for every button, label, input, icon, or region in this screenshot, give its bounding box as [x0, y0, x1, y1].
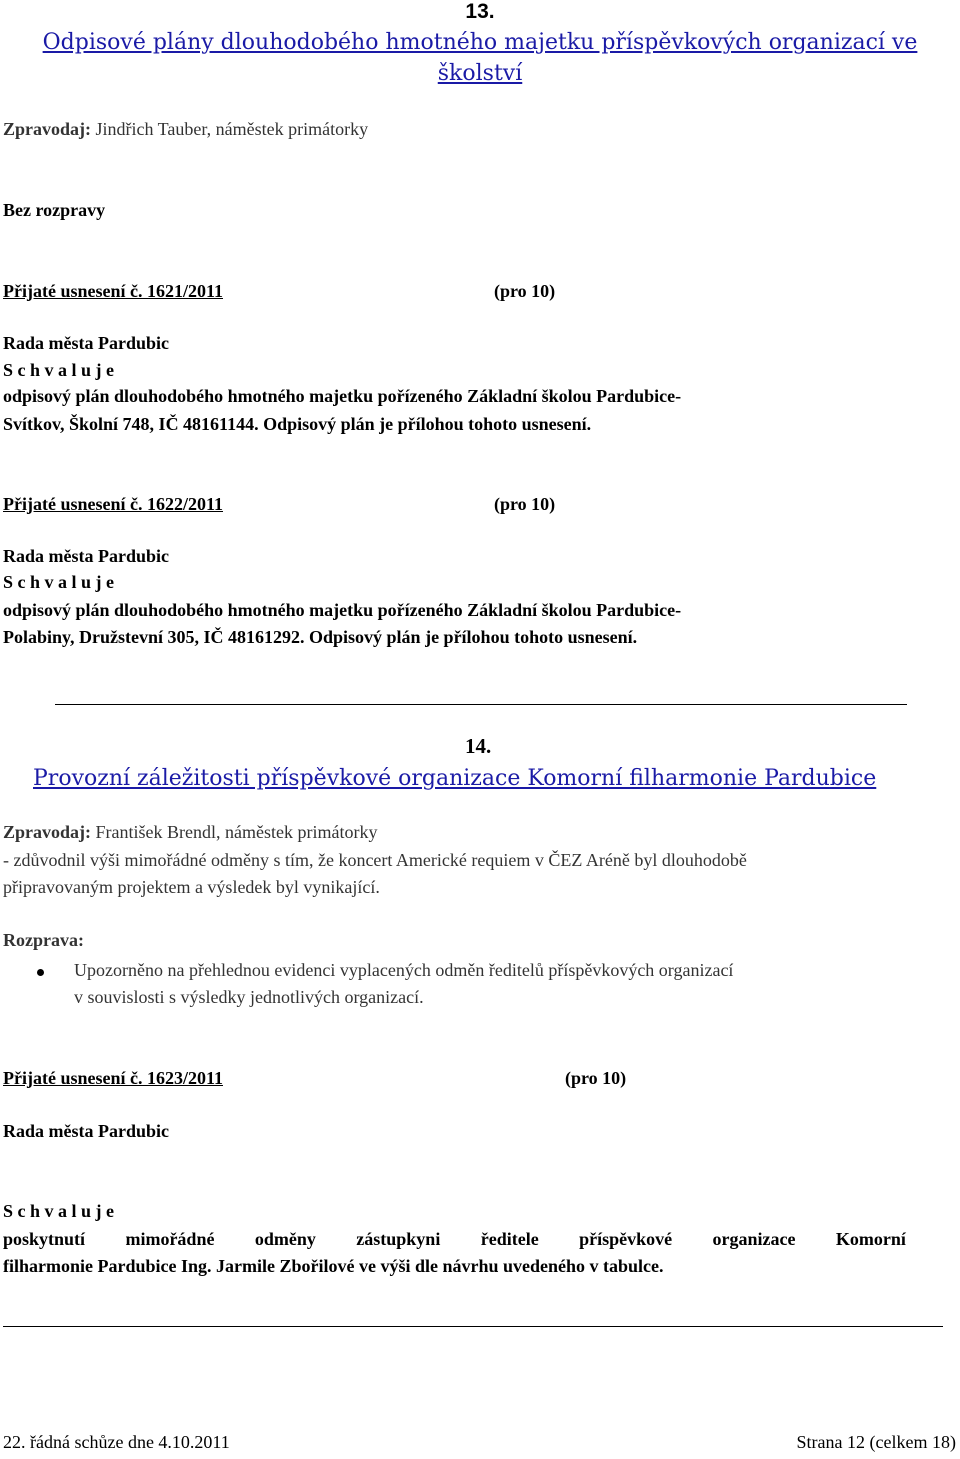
word: ředitele: [480, 1229, 539, 1249]
word: Komorní: [835, 1229, 906, 1249]
resolution-1623-text-line2: filharmonie Pardubice Ing. Jarmile Zbořilové ve výši dle návrhu uvedeného v tabulce.: [3, 1256, 664, 1276]
resolution-1622-vote: (pro 10): [494, 494, 556, 514]
debate-label: Rozprava:: [3, 930, 84, 950]
approves-label: S c h v a l u j e: [3, 360, 115, 380]
no-debate-label: Bez rozpravy: [3, 200, 106, 220]
council-name: Rada města Pardubic: [3, 546, 169, 566]
section-13-number: 13.: [465, 0, 495, 23]
resolution-number: 1623/2011: [142, 1068, 223, 1088]
reporter-name: Jindřich Tauber, náměstek primátorky: [91, 119, 369, 139]
word: organizace: [712, 1229, 796, 1249]
council-name: Rada města Pardubic: [3, 333, 169, 353]
justification-line2: připravovaným projektem a výsledek byl vynikající.: [3, 877, 380, 897]
resolution-label: Přijaté usnesení č.: [3, 494, 143, 514]
approves-label: S c h v a l u j e: [3, 1201, 115, 1221]
resolution-1622-heading: [3, 494, 223, 515]
word: mimořádné: [125, 1229, 215, 1249]
approves-label: S c h v a l u j e: [3, 572, 115, 592]
section-14-reporter: [3, 822, 377, 843]
section-13-title-line2: školství: [437, 61, 523, 86]
resolution-1621-text-line2: Svítkov, Školní 748, IČ 48161144. Odpisový plán je přílohou tohoto usnesení.: [3, 414, 592, 434]
reporter-name: František Brendl, náměstek primátorky: [91, 822, 378, 842]
word: zástupkyni: [356, 1229, 441, 1249]
end-divider: [3, 1326, 943, 1327]
resolution-1622-text-line1: odpisový plán dlouhodobého hmotného majetku pořízeného Základní školou Pardubice-: [3, 600, 682, 620]
word: poskytnutí: [3, 1229, 86, 1249]
reporter-label: Zpravodaj:: [3, 822, 92, 842]
debate-item-line1: Upozorněno na přehlednou evidenci vyplacených odměn ředitelů příspěvkových organizací: [74, 960, 734, 980]
resolution-1623-vote: (pro 10): [565, 1068, 627, 1088]
section-14-number: 14.: [465, 734, 492, 758]
debate-item-line2: v souvislosti s výsledky jednotlivých organizací.: [74, 987, 424, 1007]
council-name: Rada města Pardubic: [3, 1121, 169, 1141]
resolution-number: 1622/2011: [142, 494, 223, 514]
resolution-label: Přijaté usnesení č.: [3, 281, 143, 301]
resolution-number: 1621/2011: [142, 281, 223, 301]
resolution-1621-vote: (pro 10): [494, 281, 556, 301]
section-divider: [55, 704, 907, 705]
reporter-label: Zpravodaj:: [3, 119, 92, 139]
bullet-icon: [37, 969, 44, 976]
resolution-1621-text-line1: odpisový plán dlouhodobého hmotného majetku pořízeného Základní školou Pardubice-: [3, 386, 682, 406]
resolution-1623-text-line1: [3, 1229, 906, 1250]
section-14-title: Provozní záležitosti příspěvkové organizace Komorní filharmonie Pardubice: [33, 766, 877, 791]
justification-line1: - zdůvodnil výši mimořádné odměny s tím, že koncert Americké requiem v ČEZ Aréně byl dlouhodobě: [3, 850, 747, 870]
word: příspěvkové: [579, 1229, 673, 1249]
word: odměny: [254, 1229, 316, 1249]
resolution-1623-heading: [3, 1068, 223, 1089]
resolution-1621-heading: [3, 281, 223, 302]
section-13-title-line1: Odpisové plány dlouhodobého hmotného majetku příspěvkových organizací ve: [42, 30, 918, 55]
section-13-reporter: [3, 119, 368, 140]
resolution-label: Přijaté usnesení č.: [3, 1068, 143, 1088]
footer-meeting-date: 22. řádná schůze dne 4.10.2011: [3, 1432, 230, 1452]
footer-page-number: Strana 12 (celkem 18): [796, 1432, 956, 1452]
resolution-1622-text-line2: Polabiny, Družstevní 305, IČ 48161292. Odpisový plán je přílohou tohoto usnesení.: [3, 627, 638, 647]
